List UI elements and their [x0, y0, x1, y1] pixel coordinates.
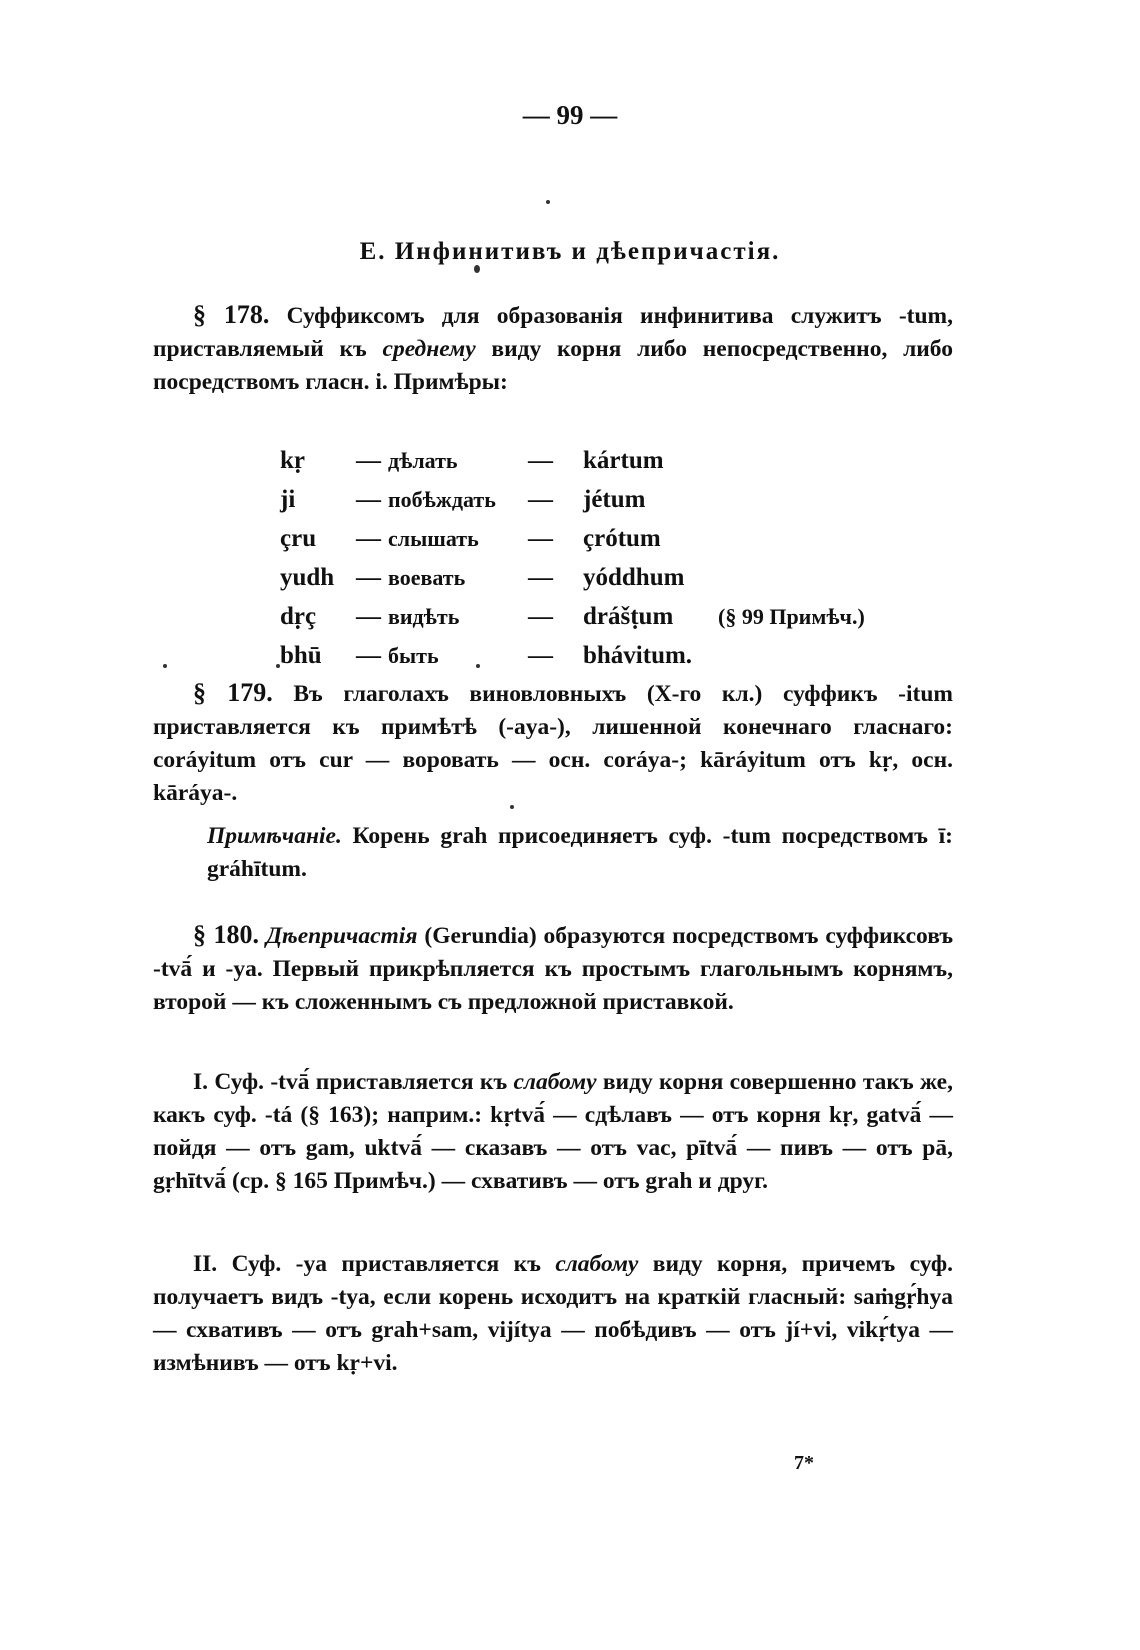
- example-dash: —: [356, 602, 381, 630]
- note-paragraph: [207, 820, 953, 886]
- example-row: [280, 597, 865, 636]
- example-row: [280, 636, 865, 675]
- example-translation: быть: [388, 642, 439, 668]
- example-translation: дѣлать: [388, 447, 458, 473]
- example-infinitive: yóddhum: [583, 563, 685, 591]
- paragraph-text: (Gerundia) образуются посредствомъ суффиксовъ -tvā́ и -ya. Первый прикрѣпляется къ простымъ глагольнымъ корнямъ, второй — къ сложеннымъ съ предложной приставкой.: [153, 923, 954, 1015]
- example-reference: [718, 519, 865, 558]
- emphasis: слабому: [513, 1069, 597, 1095]
- example-reference: [718, 558, 865, 597]
- example-root: çru: [280, 524, 317, 552]
- example-dash: —: [356, 563, 381, 591]
- section-heading: E. Инфинитивъ и дѣепричастія.: [359, 238, 781, 265]
- example-infinitive: drášṭum: [583, 602, 674, 630]
- example-dash: —: [528, 524, 553, 552]
- example-row: [280, 480, 865, 519]
- example-row: [280, 441, 865, 480]
- print-speck: [163, 664, 167, 668]
- example-reference: [718, 480, 865, 519]
- example-translation: слышать: [388, 525, 479, 551]
- example-dash: —: [356, 524, 381, 552]
- paragraph-text: Суффиксомъ для образованія инфинитива служитъ -tum, приставляемый къ: [153, 303, 953, 362]
- example-infinitive: çrótum: [583, 524, 661, 552]
- example-reference: [718, 636, 865, 675]
- example-dash: —: [356, 446, 381, 474]
- example-dash: —: [356, 641, 381, 669]
- paragraph-text: виду корня совершенно такъ же, какъ суф. -tá (§ 163); наприм.: kṛtvā́ — сдѣлавъ — отъ корня kṛ, gatvā́ — пойдя — отъ gam, uktvā́ — сказавъ — отъ vac, pītvā́ — пивъ — отъ pā, gṛhītvā́ (ср. § 165 Примѣч.) — схвативъ — отъ grah и друг.: [153, 1069, 953, 1194]
- example-infinitive: jétum: [583, 485, 646, 513]
- example-dash: —: [528, 602, 553, 630]
- example-row: [280, 519, 865, 558]
- paragraph-text: виду корня либо непосредственно, либо посредствомъ гласн. i. Примѣры:: [153, 336, 953, 395]
- print-speck: [276, 664, 280, 668]
- example-dash: —: [528, 446, 553, 474]
- example-root: yudh: [280, 563, 335, 591]
- note-text: Корень grah присоединяетъ суф. -tum посредствомъ ī: gráhītum.: [207, 823, 953, 882]
- example-translation: воевать: [388, 564, 466, 590]
- signature-mark: 7*: [794, 1452, 814, 1474]
- paragraph-text: Въ глаголахъ виновловныхъ (X-го кл.) суффикъ -itum приставляется къ примѣтѣ (-aya-), лишенной конечнаго гласнаго: coráyitum отъ cur — воровать — осн. coráya-; kāráyitum отъ kṛ, осн. kāráya-.: [153, 681, 953, 806]
- example-reference: [718, 441, 865, 480]
- paragraph-180-ii: [153, 1248, 953, 1380]
- example-root: bhū: [280, 641, 322, 669]
- print-speck: [510, 805, 514, 809]
- example-row: [280, 558, 865, 597]
- example-translation: видѣть: [388, 603, 460, 629]
- emphasis: слабому: [555, 1251, 639, 1277]
- emphasis: Дѣепричастія: [265, 923, 418, 949]
- examples-table: [280, 441, 865, 675]
- paragraph-178: [153, 298, 953, 399]
- paragraph-text: I. Суф. -tvā́ приставляется къ: [193, 1069, 514, 1095]
- section-number: § 178.: [193, 300, 270, 329]
- print-speck: [476, 664, 480, 668]
- paragraph-180: [153, 918, 953, 1019]
- page-number: — 99 —: [522, 100, 618, 130]
- example-dash: —: [528, 563, 553, 591]
- example-root: ji: [280, 485, 296, 513]
- section-number: § 180.: [193, 920, 260, 949]
- emphasis: среднему: [382, 336, 476, 362]
- print-speck: [474, 265, 480, 273]
- example-reference: (§ 99 Примѣч.): [718, 603, 865, 629]
- example-infinitive: kártum: [583, 446, 664, 474]
- note-label: Примѣчаніе.: [207, 823, 342, 849]
- paragraph-180-i: [153, 1066, 953, 1198]
- example-dash: —: [356, 485, 381, 513]
- paragraph-text: II. Суф. -ya приставляется къ: [193, 1251, 556, 1277]
- example-infinitive: bhávitum.: [583, 641, 693, 669]
- example-translation: побѣждать: [388, 486, 496, 512]
- example-dash: —: [528, 641, 553, 669]
- paragraph-text: виду корня, причемъ суф. получаетъ видъ -tya, если корень исходитъ на краткій гласный: saṁgṛ́hya — схвативъ — отъ grah+sam, vijítya — побѣдивъ — отъ jí+vi, vikṛ́tya — измѣнивъ — отъ kṛ+vi.: [153, 1251, 953, 1376]
- example-root: kṛ: [280, 446, 305, 474]
- example-dash: —: [528, 485, 553, 513]
- paragraph-179: [153, 676, 953, 810]
- example-root: dṛç: [280, 602, 317, 630]
- section-number: § 179.: [193, 678, 273, 707]
- print-speck: [546, 200, 550, 204]
